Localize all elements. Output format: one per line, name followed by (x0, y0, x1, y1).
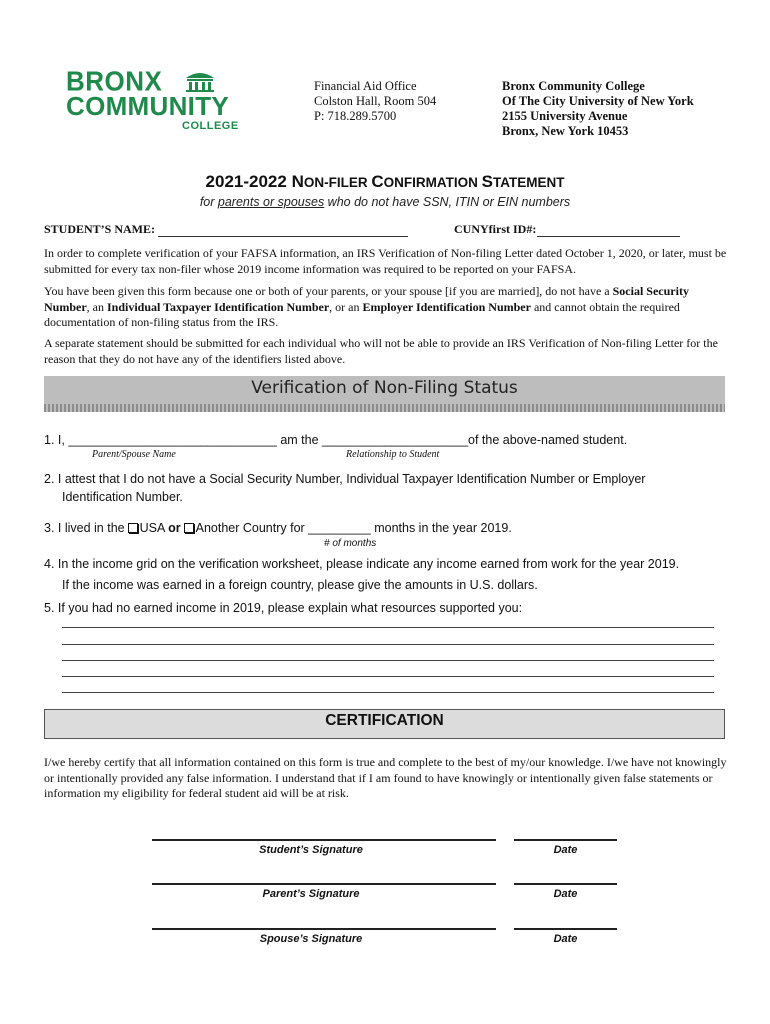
student-name-label: STUDENT’S NAME: (44, 222, 156, 236)
intro-paragraph: In order to complete verification of your FAFSA information, an IRS Verification of Non-filing Letter dated October 1, 2020, or later, must be submitted for every tax non-filer whose 2019 income information was required to be reported on your FAFSA. (44, 246, 727, 276)
reason-bold: Social Security Number (44, 284, 689, 314)
item-2-line-1: 2. I attest that I do not have a Social Security Number, Individual Taxpayer Identification Number or Employer (44, 472, 646, 486)
title-part: C (371, 172, 384, 191)
item-2-line-2: Identification Number. (62, 490, 183, 504)
spouse-signature-label: Spouse’s Signature (259, 933, 363, 945)
logo-text-college: COLLEGE (182, 120, 239, 132)
office-line-1: Financial Aid Office (314, 79, 417, 93)
relationship-caption: Relationship to Student (346, 449, 440, 460)
parent-signature-line[interactable] (152, 883, 496, 885)
certification-text: I/we hereby certify that all information contained on this form is true and complete to the best of my/our knowledge. I/we have not knowingly or intentionally provided any false information. I understand that if I am found to have knowingly or intentionally given false statements or information my eligibility for federal student aid will be at risk. (44, 755, 727, 800)
subtitle-underlined: parents or spouses (217, 195, 325, 209)
college-address (502, 79, 694, 139)
another-country-checkbox[interactable] (184, 523, 194, 533)
subtitle-pre: for (199, 195, 218, 209)
reason-bold: Employer Identification Number (362, 299, 531, 314)
explanation-line[interactable] (62, 644, 714, 645)
subtitle-post: who do not have SSN, ITIN or EIN numbers (324, 195, 571, 209)
item-4-line-1: 4. In the income grid on the verification worksheet, please indicate any income earned from work for the year 2019. (44, 557, 680, 571)
explanation-line[interactable] (62, 676, 714, 677)
usa-label: USA (139, 521, 165, 535)
college-line-4: Bronx, New York 10453 (502, 124, 629, 138)
college-line-3: 2155 University Avenue (502, 109, 628, 123)
cunyfirst-id-field[interactable] (537, 236, 680, 237)
reason-text: You have been given this form because one or both of your parents, or your spouse [if you are married], do not have a (44, 284, 613, 298)
student-date-line[interactable] (514, 839, 617, 841)
parent-date-line[interactable] (514, 883, 617, 885)
reason-text: , an (86, 299, 107, 314)
form-title (0, 172, 770, 192)
explanation-line[interactable] (62, 627, 714, 628)
office-line-2: Colston Hall, Room 504 (314, 94, 437, 108)
college-logo (66, 65, 256, 134)
logo-text-community: COMMUNITY (66, 91, 230, 121)
explanation-line[interactable] (62, 660, 714, 661)
office-line-3: P: 718.289.5700 (314, 109, 397, 123)
or-label: or (168, 521, 181, 535)
building-icon (182, 70, 218, 92)
explanation-line[interactable] (62, 692, 714, 693)
title-part: N (291, 172, 304, 191)
section-header-stripe (44, 404, 725, 412)
college-line-2: Of The City University of New York (502, 94, 694, 108)
student-signature-label: Student’s Signature (259, 844, 363, 856)
office-address (314, 79, 436, 124)
parent-date-label: Date (553, 888, 578, 900)
title-part: ON-FILER (303, 175, 372, 190)
student-date-label: Date (553, 844, 578, 856)
item-3 (44, 519, 512, 537)
student-signature-line[interactable] (152, 839, 496, 841)
item-3-text: 3. I lived in the (44, 521, 125, 535)
reason-bold: Individual Taxpayer Identification Number (107, 299, 330, 314)
college-line-1: Bronx Community College (502, 79, 645, 93)
title-part: S (481, 172, 493, 191)
item-3-rest: Another Country for _________ months in the year 2019. (195, 521, 512, 535)
title-part: ONFIRMATION (383, 175, 482, 190)
student-name-field[interactable] (158, 236, 408, 237)
section-title: Verification of Non-Filing Status (251, 378, 518, 398)
separate-statement-paragraph: A separate statement should be submitted for each individual who will not be able to provide an IRS Verification of Non-filing Letter for the reason that they do not have any of the identifiers listed above. (44, 336, 718, 366)
reason-paragraph (44, 284, 728, 331)
parent-signature-label: Parent’s Signature (262, 888, 360, 900)
spouse-date-label: Date (553, 933, 578, 945)
title-year: 2021-2022 (205, 172, 292, 191)
spouse-signature-line[interactable] (152, 928, 496, 930)
months-caption: # of months (324, 538, 377, 549)
usa-checkbox[interactable] (128, 523, 138, 533)
cunyfirst-label: CUNYfirst ID#: (454, 222, 537, 236)
certification-title: CERTIFICATION (325, 712, 444, 729)
item-4-line-2: If the income was earned in a foreign country, please give the amounts in U.S. dollars. (62, 578, 538, 592)
title-part: TATEMENT (492, 175, 565, 190)
reason-text: , or an (329, 299, 363, 314)
item-1: 1. I, ______________________________ am the _____________________of the above-named student. (44, 433, 628, 447)
logo-text-bronx: BRONX (66, 65, 163, 97)
reason-text: and cannot obtain the required documentation of non-filing status from the IRS. (44, 299, 680, 329)
item-5: 5. If you had no earned income in 2019, please explain what resources supported you: (44, 601, 523, 615)
spouse-date-line[interactable] (514, 928, 617, 930)
parent-spouse-name-caption: Parent/Spouse Name (92, 449, 176, 460)
form-subtitle (0, 195, 770, 209)
